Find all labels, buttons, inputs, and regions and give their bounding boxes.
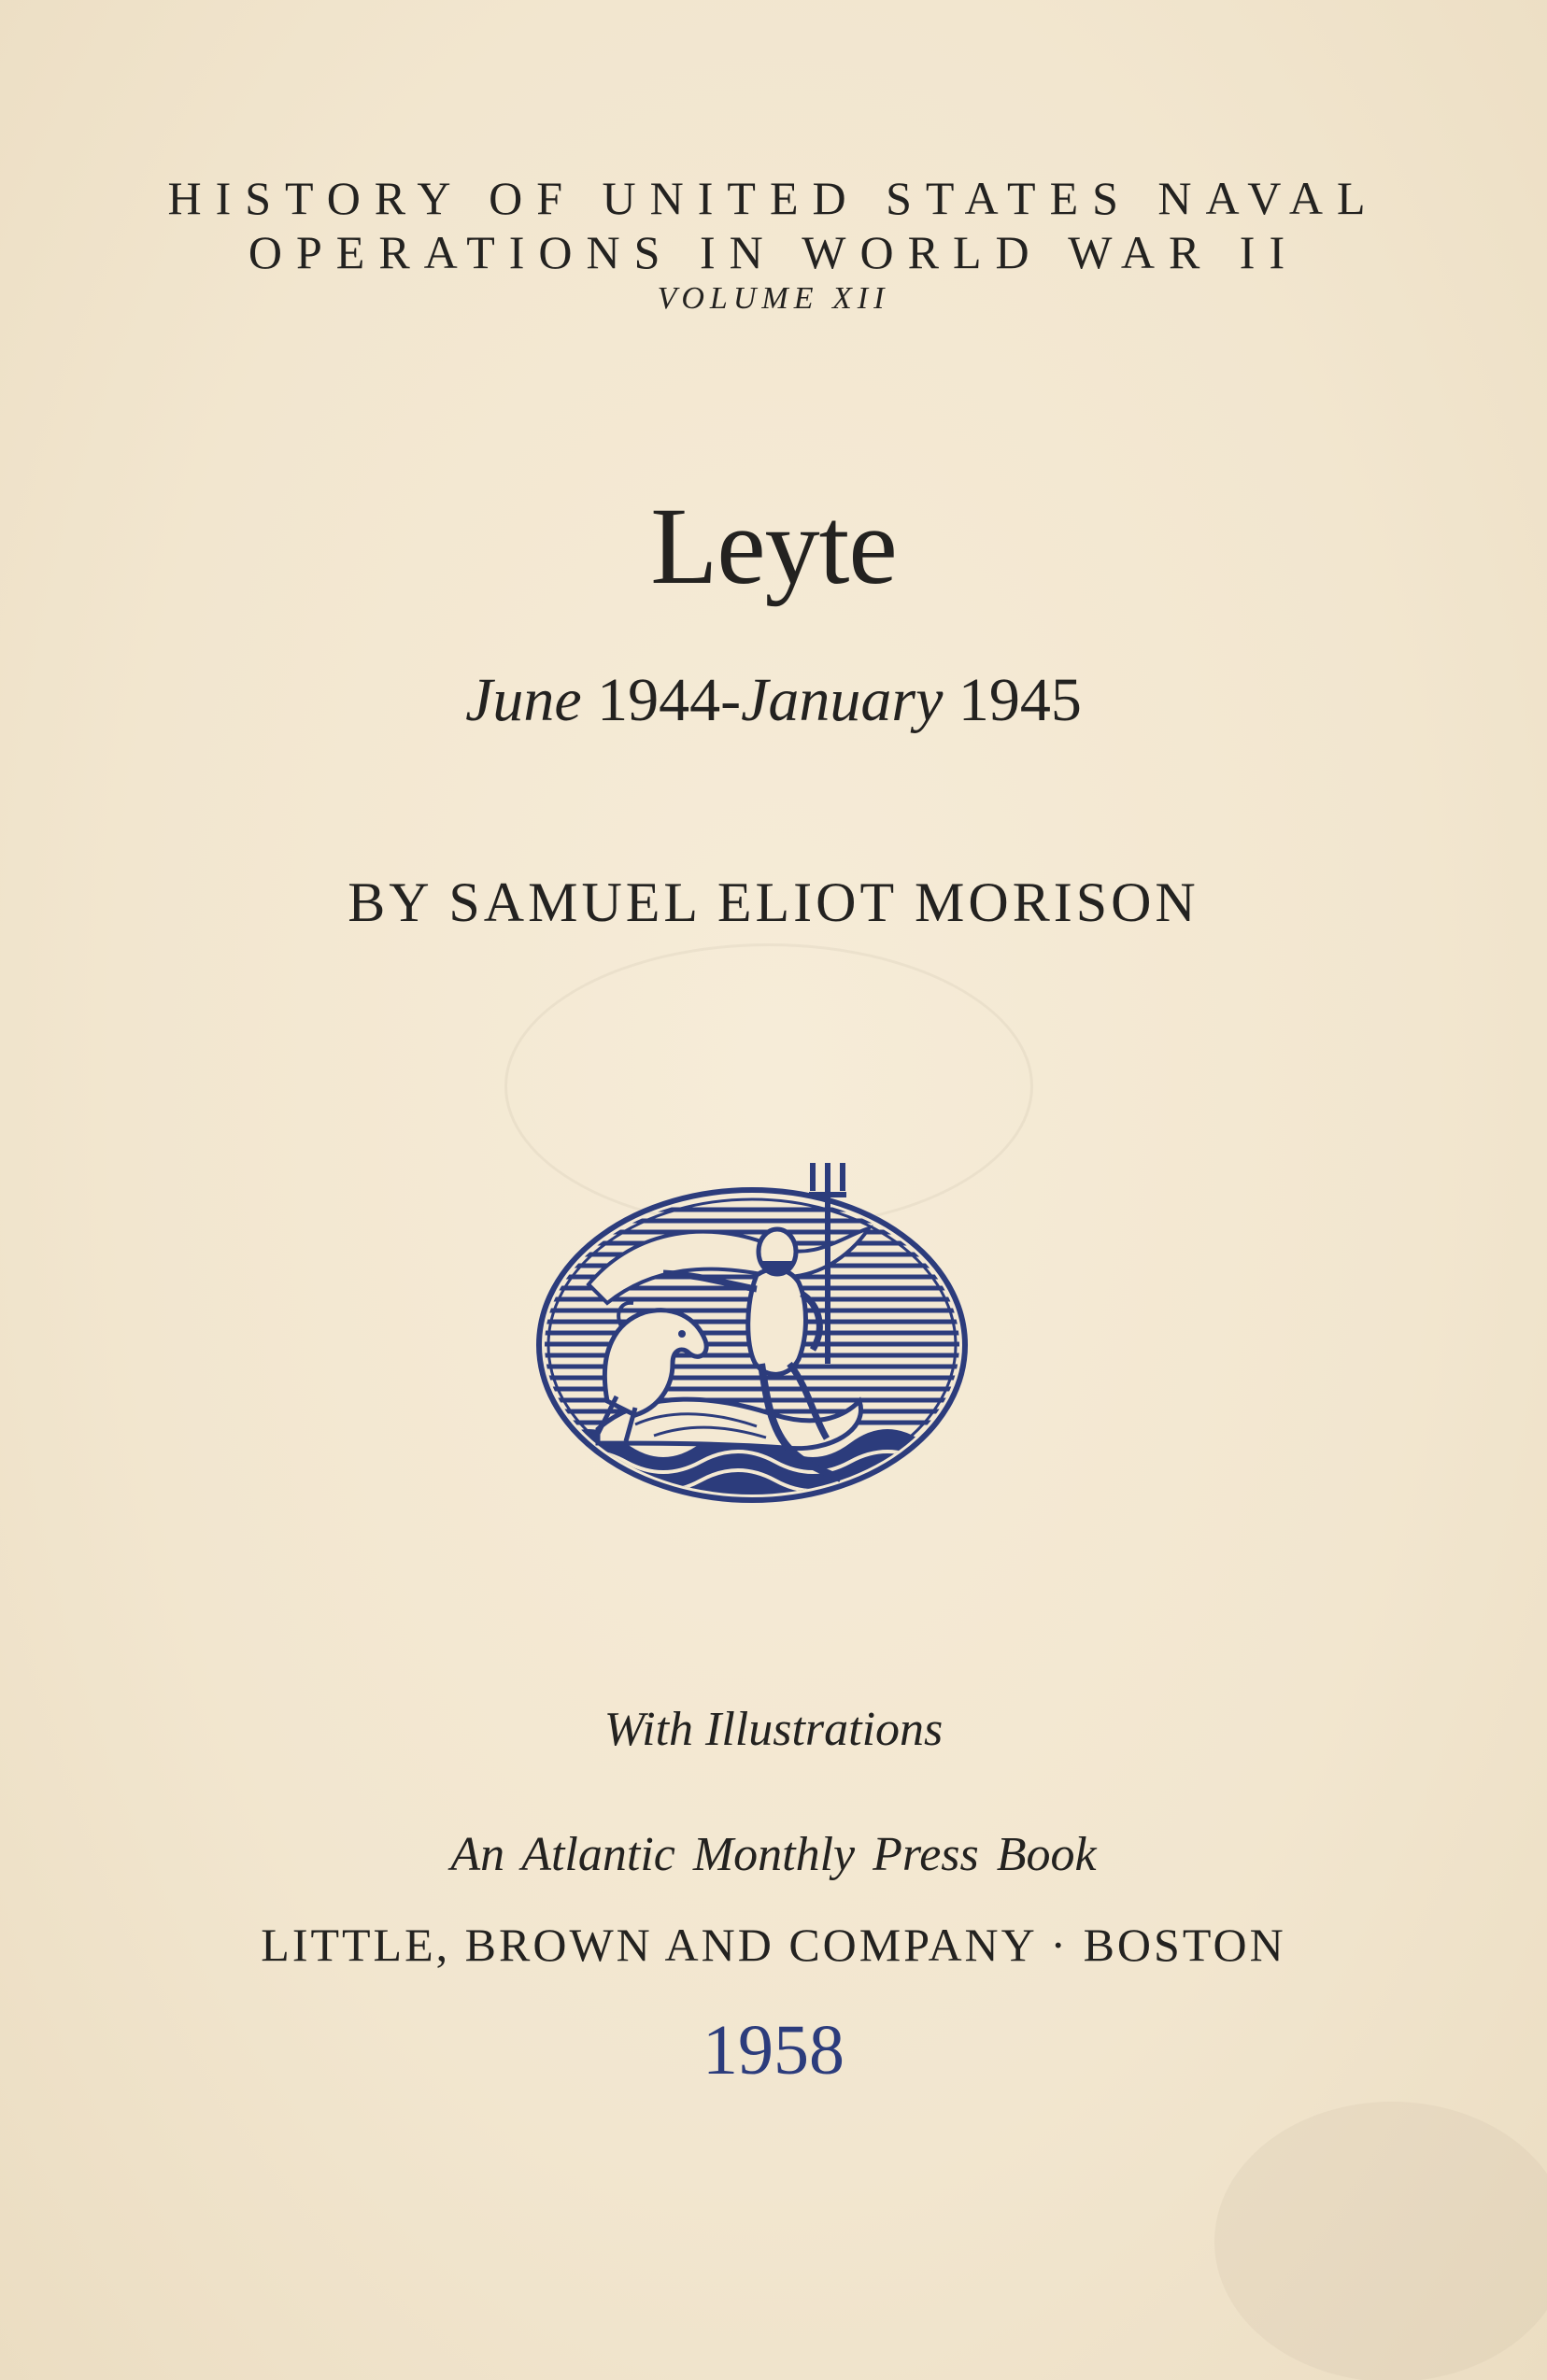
date-range <box>0 663 1547 738</box>
publisher-line: LITTLE, BROWN AND COMPANY · BOSTON <box>261 1919 1286 1971</box>
volume-number: VOLUME XII <box>657 281 890 316</box>
neptune-seahorse-device-icon <box>532 1163 972 1537</box>
author-line: BY SAMUEL ELIOT MORISON <box>348 871 1199 933</box>
date-separator: - <box>720 666 742 734</box>
publication-year: 1958 <box>703 2011 844 2090</box>
series-title-line-1: HISTORY OF UNITED STATES NAVAL <box>167 172 1380 224</box>
book-title: Leyte <box>650 485 897 607</box>
start-month: June <box>465 666 582 734</box>
end-month: January <box>741 666 944 734</box>
illustrations-note: With Illustrations <box>603 1703 944 1756</box>
end-year: 1945 <box>958 666 1082 734</box>
start-year: 1944 <box>597 666 721 734</box>
paper-stain <box>1214 2102 1547 2380</box>
press-imprint: An Atlantic Monthly Press Book <box>450 1828 1097 1881</box>
series-title-line-2: OPERATIONS IN WORLD WAR II <box>248 226 1299 278</box>
